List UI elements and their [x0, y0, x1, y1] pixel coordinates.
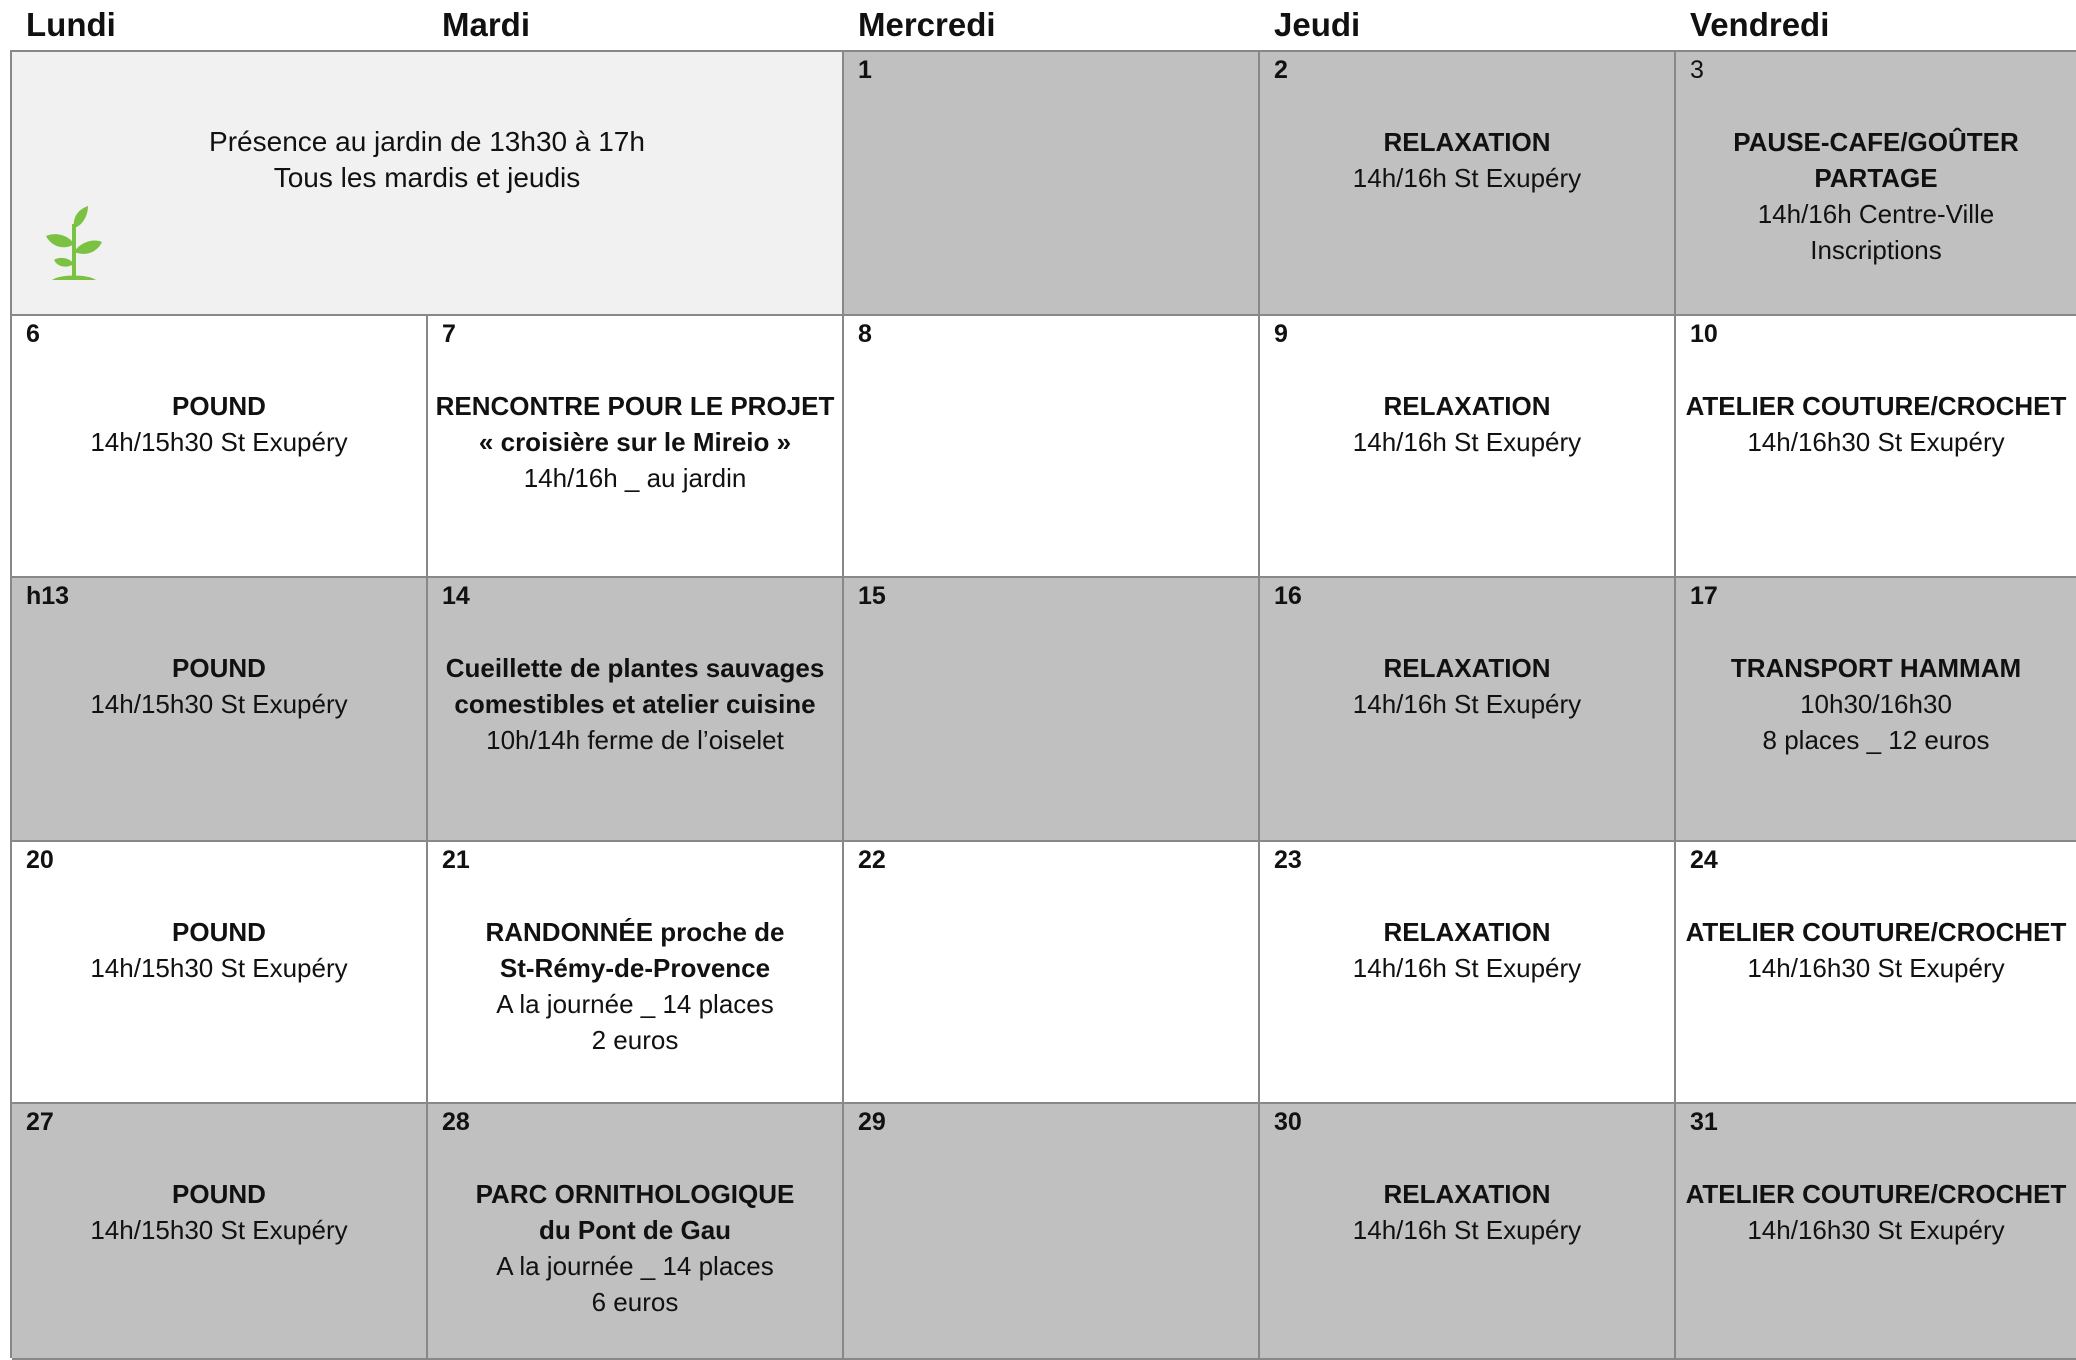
event — [12, 388, 426, 460]
event-title: RELAXATION — [1383, 127, 1551, 157]
day-cell-29 — [844, 1104, 1260, 1360]
event — [1676, 124, 2076, 268]
event-title-2: du Pont de Gau — [538, 1215, 732, 1245]
event-detail-2: 2 euros — [591, 1025, 679, 1055]
day-cell-24 — [1676, 842, 2076, 1104]
sprout-icon — [42, 204, 106, 284]
event-title: TRANSPORT HAMMAM — [1730, 653, 2022, 683]
day-cell-10 — [1676, 316, 2076, 578]
day-number: 24 — [1690, 846, 1718, 874]
event-title: ATELIER COUTURE/CROCHET — [1685, 917, 2067, 947]
event-title: POUND — [172, 391, 266, 421]
day-number: 21 — [442, 846, 470, 874]
day-cell-27 — [12, 1104, 428, 1360]
day-cell-31 — [1676, 1104, 2076, 1360]
event-detail: 14h/15h30 St Exupéry — [90, 427, 348, 457]
day-number: 22 — [858, 846, 886, 874]
event-title-2: PARTAGE — [1814, 163, 1938, 193]
event-title: RELAXATION — [1383, 653, 1551, 683]
day-number: 16 — [1274, 582, 1302, 610]
event — [1676, 914, 2076, 986]
event — [1676, 650, 2076, 758]
event-title: RANDONNÉE proche de — [485, 917, 785, 947]
day-cell-13 — [12, 578, 428, 842]
day-number: 2 — [1274, 56, 1288, 84]
event — [428, 914, 842, 1058]
garden-banner-text — [12, 124, 842, 196]
weekday-vendredi: Vendredi — [1690, 6, 1830, 43]
event-title: POUND — [172, 1179, 266, 1209]
event-title: RENCONTRE POUR LE PROJET — [435, 391, 835, 421]
calendar — [10, 0, 2076, 1358]
event-detail: 14h/16h30 St Exupéry — [1747, 1215, 2005, 1245]
event-title-2: « croisière sur le Mireio » — [478, 427, 792, 457]
day-cell-1 — [844, 52, 1260, 316]
day-cell-21 — [428, 842, 844, 1104]
event-title-2: comestibles et atelier cuisine — [454, 689, 816, 719]
day-number: 30 — [1274, 1108, 1302, 1136]
event-detail-2: 8 places _ 12 euros — [1762, 725, 1990, 755]
day-number: 27 — [26, 1108, 54, 1136]
day-number: 29 — [858, 1108, 886, 1136]
garden-banner-cell — [12, 52, 844, 316]
event-title: RELAXATION — [1383, 391, 1551, 421]
day-cell-6 — [12, 316, 428, 578]
event-title: PAUSE-CAFE/GOÛTER — [1733, 127, 2019, 157]
event-detail: 14h/15h30 St Exupéry — [90, 953, 348, 983]
weekday-jeudi: Jeudi — [1274, 6, 1361, 43]
event-title: PARC ORNITHOLOGIQUE — [475, 1179, 795, 1209]
garden-banner-line-2: Tous les mardis et jeudis — [273, 162, 581, 193]
day-number: 15 — [858, 582, 886, 610]
day-cell-28 — [428, 1104, 844, 1360]
event-detail: 14h/16h St Exupéry — [1352, 689, 1582, 719]
day-number: 1 — [858, 56, 872, 84]
garden-banner-line-1: Présence au jardin de 13h30 à 17h — [209, 126, 645, 157]
event-title: Cueillette de plantes sauvages — [445, 653, 825, 683]
event-detail-2: Inscriptions — [1810, 235, 1942, 265]
day-cell-22 — [844, 842, 1260, 1104]
day-cell-23 — [1260, 842, 1676, 1104]
event-title: POUND — [172, 653, 266, 683]
event-detail: 14h/16h30 St Exupéry — [1747, 427, 2005, 457]
event — [1260, 1176, 1674, 1248]
day-number: 6 — [26, 320, 40, 348]
event-title: POUND — [172, 917, 266, 947]
event-detail: 10h/14h ferme de l’oiselet — [486, 725, 784, 755]
event-detail: 14h/16h St Exupéry — [1352, 1215, 1582, 1245]
event-detail: 14h/16h St Exupéry — [1352, 163, 1582, 193]
event-title-2: St-Rémy-de-Provence — [499, 953, 771, 983]
event-detail: A la journée _ 14 places — [496, 1251, 774, 1281]
day-cell-15 — [844, 578, 1260, 842]
day-number: 17 — [1690, 582, 1718, 610]
event — [12, 650, 426, 722]
event — [1260, 388, 1674, 460]
day-cell-7 — [428, 316, 844, 578]
day-cell-16 — [1260, 578, 1676, 842]
day-number: 10 — [1690, 320, 1718, 348]
day-number: 8 — [858, 320, 872, 348]
day-cell-2 — [1260, 52, 1676, 316]
event-title: ATELIER COUTURE/CROCHET — [1685, 1179, 2067, 1209]
event — [1260, 650, 1674, 722]
event — [1260, 914, 1674, 986]
day-cell-30 — [1260, 1104, 1676, 1360]
event — [12, 914, 426, 986]
event-detail-2: 6 euros — [591, 1287, 679, 1317]
event — [1676, 1176, 2076, 1248]
weekday-mardi: Mardi — [442, 6, 531, 43]
event — [1260, 124, 1674, 196]
event — [1676, 388, 2076, 460]
event — [428, 388, 842, 496]
event-detail: 14h/15h30 St Exupéry — [90, 689, 348, 719]
day-cell-9 — [1260, 316, 1676, 578]
event-detail: A la journée _ 14 places — [496, 989, 774, 1019]
calendar-grid — [10, 50, 2076, 1358]
event — [428, 650, 842, 758]
day-cell-14 — [428, 578, 844, 842]
day-cell-17 — [1676, 578, 2076, 842]
day-number: h13 — [26, 582, 70, 610]
event-title: RELAXATION — [1383, 1179, 1551, 1209]
weekday-mercredi: Mercredi — [858, 6, 996, 43]
event — [12, 1176, 426, 1248]
event-detail: 14h/16h Centre-Ville — [1757, 199, 1995, 229]
weekday-lundi: Lundi — [26, 6, 116, 43]
event-detail: 14h/15h30 St Exupéry — [90, 1215, 348, 1245]
event-detail: 10h30/16h30 — [1800, 689, 1952, 719]
day-number: 28 — [442, 1108, 470, 1136]
event-detail: 14h/16h St Exupéry — [1352, 427, 1582, 457]
day-cell-8 — [844, 316, 1260, 578]
day-number: 14 — [442, 582, 470, 610]
day-number: 20 — [26, 846, 54, 874]
event — [428, 1176, 842, 1320]
event-detail: 14h/16h30 St Exupéry — [1747, 953, 2005, 983]
day-number: 7 — [442, 320, 456, 348]
day-number: 23 — [1274, 846, 1302, 874]
day-cell-20 — [12, 842, 428, 1104]
day-number: 31 — [1690, 1108, 1718, 1136]
event-detail: 14h/16h _ au jardin — [523, 463, 747, 493]
weekday-header-row — [10, 0, 2076, 50]
day-number: 3 — [1690, 56, 1704, 84]
event-title: ATELIER COUTURE/CROCHET — [1685, 391, 2067, 421]
event-title: RELAXATION — [1383, 917, 1551, 947]
event-detail: 14h/16h St Exupéry — [1352, 953, 1582, 983]
day-cell-3 — [1676, 52, 2076, 316]
day-number: 9 — [1274, 320, 1288, 348]
